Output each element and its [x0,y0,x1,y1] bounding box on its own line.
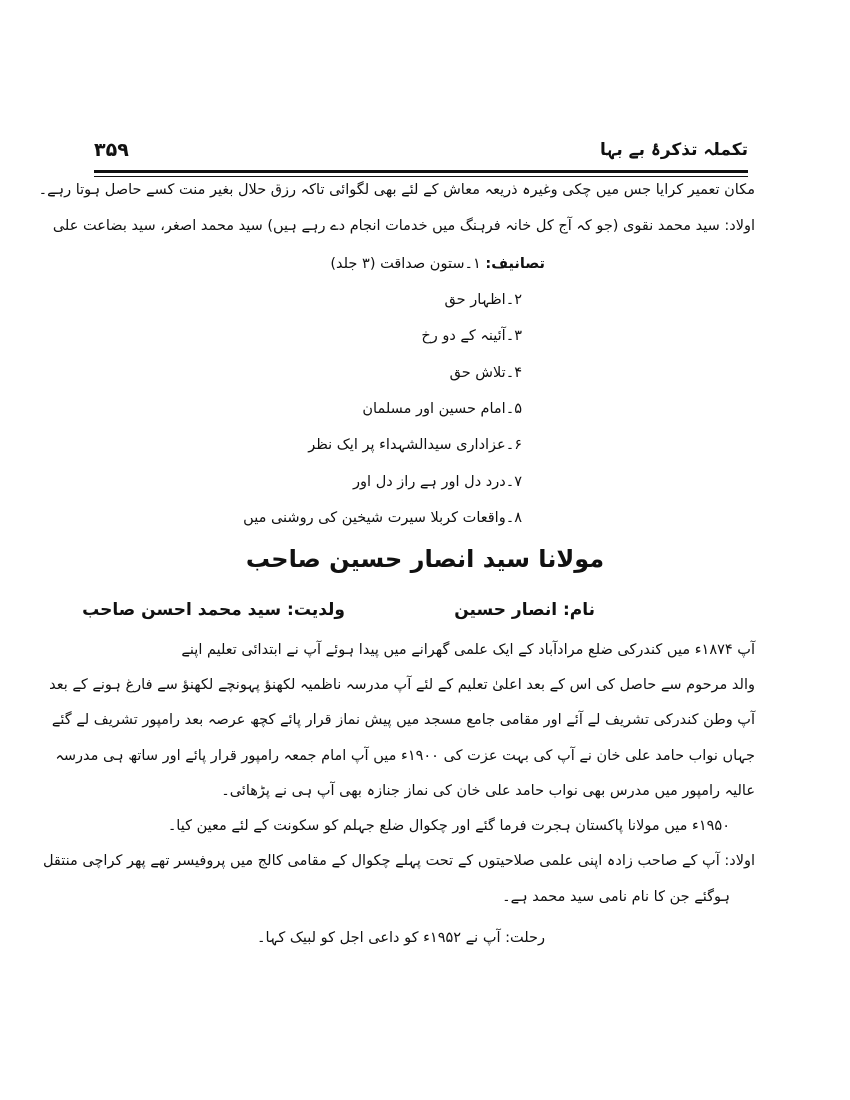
paragraph-line: جہاں نواب حامد علی خان نے آپ کی بہت عزت کی ۱۹۰۰ء میں آپ امام جمعہ رامپور قرار پائے اور ساتھ ہی مدرسہ [55,748,755,764]
works-item: ۵۔امام حسین اور مسلمان [362,401,522,417]
header-rule-thick [94,170,748,173]
paragraph-line: ہوگئے جن کا نام نامی سید محمد ہے۔ [502,889,730,905]
paragraph-line: ۱۹۵۰ء میں مولانا پاکستان ہجرت فرما گئے اور چکوال ضلع جہلم کو سکونت کے لئے معین کیا۔ [167,818,730,834]
works-item: ۳۔آئینہ کے دو رخ [421,328,522,344]
works-item: ۱۔ستون صداقت (۳ جلد) [330,256,481,272]
death-line: رحلت: آپ نے ۱۹۵۲ء کو داعی اجل کو لبیک کہا۔ [256,930,545,946]
page-header [94,135,748,175]
works-first-line [330,256,545,272]
section-heading: مولانا سید انصار حسین صاحب [245,545,605,573]
works-item: ۲۔اظہار حق [444,292,522,308]
parentage-field: ولدیت: سید محمد احسن صاحب [82,600,345,620]
works-label: تصانیف: [485,256,545,272]
paragraph-line: آپ ۱۸۷۴ء میں کندرکی ضلع مرادآباد کے ایک علمی گھرانے میں پیدا ہوئے آپ نے ابتدائی تعلیم اپنے [181,642,755,658]
paragraph-line: والد مرحوم سے حاصل کی اس کے بعد اعلیٰ تعلیم کے لئے آپ مدرسہ ناظمیہ لکھنؤ پہونچے لکھنؤ سے فارغ ہونے کے بعد [49,677,755,693]
name-field: نام: انصار حسین [454,600,595,620]
works-item: ۴۔تلاش حق [449,365,522,381]
paragraph-line: مکان تعمیر کرایا جس میں چکی وغیرہ ذریعہ معاش کے لئے بھی لگوائی تاکہ رزق حلال بغیر منت کسے حاصل ہوتا رہے۔ [38,182,755,198]
works-item: ۸۔واقعات کربلا سیرت شیخین کی روشنی میں [243,510,522,526]
paragraph-line: آپ وطن کندرکی تشریف لے آئے اور مقامی جامع مسجد میں پیش نماز قرار پائے کچھ عرصہ بعد رامپور تشریف لے گئے [51,712,755,728]
page-number: ۳۵۹ [94,139,129,161]
paragraph-line: عالیہ رامپور میں مدرس بھی نواب حامد علی خان کی نماز جنازہ بھی آپ ہی نے پڑھائی۔ [221,783,755,799]
book-title: تکملہ تذکرۂ بے بہا [599,140,748,160]
children-line: اولاد: سید محمد نقوی (جو کہ آج کل خانہ فرہنگ میں خدمات انجام دے رہے ہیں) سید محمد اصغر، سید بضاعت علی [52,218,755,234]
works-item: ۷۔درد دل اور ہے راز دل اور [353,474,522,490]
works-item: ۶۔عزاداری سیدالشہداء پر ایک نظر [308,437,522,453]
children-line: اولاد: آپ کے صاحب زادہ اپنی علمی صلاحیتوں کے تحت پہلے چکوال کے مقامی کالج میں پروفیسر تھے پھر کراچی منتقل [42,853,755,869]
header-rule-thin [94,176,748,177]
